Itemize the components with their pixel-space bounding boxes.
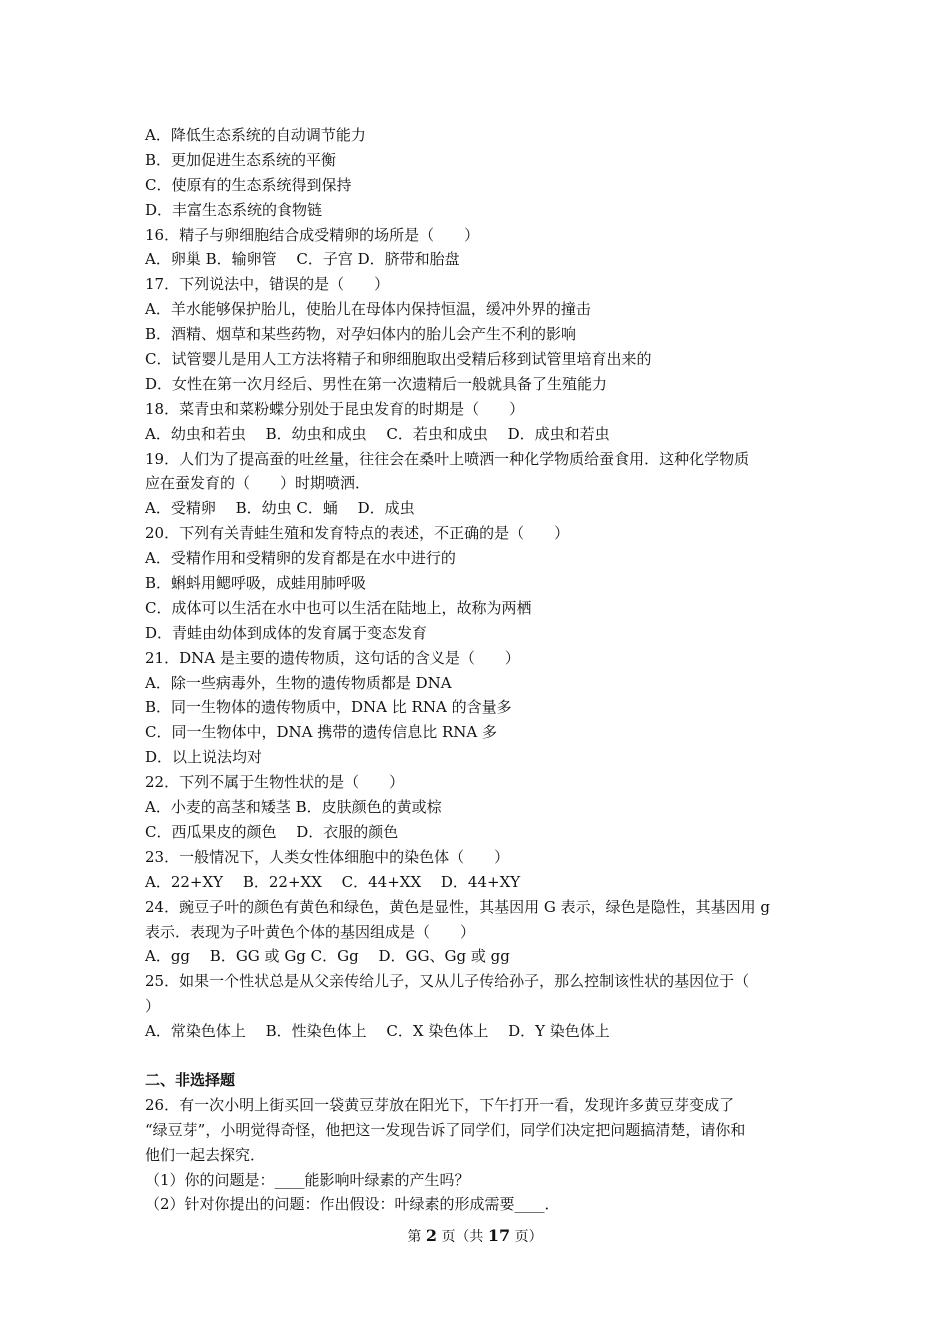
text-line: 18．菜青虫和菜粉蝶分别处于昆虫发育的时期是（ ） (145, 399, 525, 418)
text-line: （2）针对你提出的问题：作出假设：叶绿素的形成需要____． (145, 1195, 560, 1214)
text-line: C．成体可以生活在水中也可以生活在陆地上，故称为两栖 (145, 598, 532, 617)
footer-suffix: 页） (514, 1229, 543, 1245)
footer-prefix: 第 (407, 1229, 422, 1245)
text-line: “绿豆芽”，小明觉得奇怪，他把这一发现告诉了同学们，同学们决定把问题搞清楚，请你和 (145, 1120, 746, 1139)
text-line: C．西瓜果皮的颜色 D．衣服的颜色 (145, 822, 399, 841)
text-line: 21．DNA 是主要的遗传物质，这句话的含义是（ ） (145, 648, 520, 667)
text-line: B．更加促进生态系统的平衡 (145, 150, 337, 169)
text-line: 25．如果一个性状总是从父亲传给儿子，又从儿子传给孙子，那么控制该性状的基因位于（ (145, 972, 750, 991)
text-line: A．小麦的高茎和矮茎 B．皮肤颜色的黄或棕 (145, 798, 442, 817)
text-line: 20．下列有关青蛙生殖和发育特点的表述，不正确的是（ ） (145, 524, 570, 543)
text-line: 16．精子与卵细胞结合成受精卵的场所是（ ） (145, 225, 480, 244)
footer-middle: 页（共 (441, 1229, 484, 1245)
text-line: （1）你的问题是：____能影响叶绿素的产生吗？ (145, 1170, 470, 1189)
text-line: D．以上说法均对 (145, 748, 263, 767)
text-line: 应在蚕发育的（ ）时期喷洒． (145, 474, 371, 493)
text-line: B．同一生物体的遗传物质中，DNA 比 RNA 的含量多 (145, 698, 512, 717)
footer-page-number: 2 (425, 1226, 437, 1245)
question-list-part2 (145, 1093, 815, 1217)
text-line: 他们一起去探究． (145, 1145, 266, 1164)
page-footer (0, 1226, 950, 1247)
text-line: D．丰富生态系统的食物链 (145, 200, 323, 219)
text-line: A．22+XY B．22+XX C．44+XX D．44+XY (145, 872, 521, 891)
text-line: 表示．表现为子叶黄色个体的基因组成是（ ） (145, 922, 476, 941)
text-line: A．卵巢 B．输卵管 C．子宫 D．脐带和胎盘 (145, 250, 460, 269)
footer-total-pages: 17 (487, 1226, 511, 1245)
section-gap (145, 1044, 815, 1068)
text-line: 22．下列不属于生物性状的是（ ） (145, 773, 405, 792)
text-line: A．gg B．GG 或 Gg C．Gg D．GG、Gg 或 gg (145, 947, 510, 966)
text-line: C．同一生物体中，DNA 携带的遗传信息比 RNA 多 (145, 723, 498, 742)
text-line: A．降低生态系统的自动调节能力 (145, 126, 366, 144)
document-body (145, 123, 815, 1217)
text-line: A．受精作用和受精卵的发育都是在水中进行的 (145, 549, 456, 568)
section-title: 二、非选择题 (145, 1070, 236, 1089)
text-line: A．除一些病毒外，生物的遗传物质都是 DNA (145, 673, 452, 692)
text-line: 19．人们为了提高蚕的吐丝量，往往会在桑叶上喷洒一种化学物质给蚕食用．这种化学物质 (145, 449, 750, 468)
text-line: 23．一般情况下，人类女性体细胞中的染色体（ ） (145, 847, 510, 866)
text-line: 17．下列说法中，错误的是（ ） (145, 275, 390, 294)
text-line: ） (145, 997, 161, 1016)
text-line: B．酒精、烟草和某些药物，对孕妇体内的胎儿会产生不利的影响 (145, 325, 577, 344)
text-line: D．青蛙由幼体到成体的发育属于变态发育 (145, 623, 428, 642)
text-line: D．女性在第一次月经后、男性在第一次遗精后一般就具备了生殖能力 (145, 374, 608, 393)
text-line: A．幼虫和若虫 B．幼虫和成虫 C．若虫和成虫 D．成虫和若虫 (145, 424, 610, 443)
text-line: A．羊水能够保护胎儿，使胎儿在母体内保持恒温，缓冲外界的撞击 (145, 300, 591, 319)
text-line: A．常染色体上 B．性染色体上 C．X 染色体上 D．Y 染色体上 (145, 1022, 610, 1041)
text-line: B．蝌蚪用鳃呼吸，成蛙用肺呼吸 (145, 574, 367, 593)
text-line: 26．有一次小明上街买回一袋黄豆芽放在阳光下，下午打开一看，发现许多黄豆芽变成了 (145, 1095, 735, 1114)
text-line: C．试管婴儿是用人工方法将精子和卵细胞取出受精后移到试管里培育出来的 (145, 350, 652, 369)
question-list-part1 (145, 123, 815, 1044)
text-line: 24．豌豆子叶的颜色有黄色和绿色，黄色是显性，其基因用 G 表示，绿色是隐性，其基因用 g (145, 897, 770, 916)
text-line: C．使原有的生态系统得到保持 (145, 175, 352, 194)
text-line: A．受精卵 B．幼虫 C．蛹 D．成虫 (145, 499, 415, 518)
